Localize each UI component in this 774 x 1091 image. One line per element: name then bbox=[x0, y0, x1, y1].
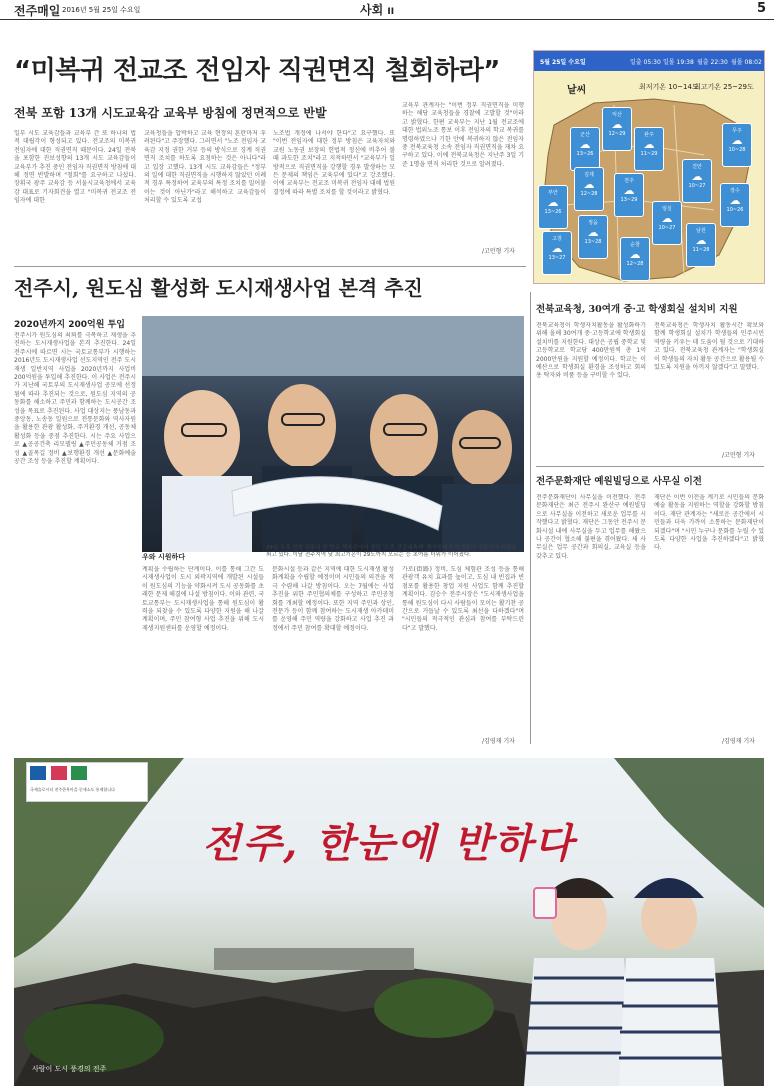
city-iksan: 익산 ☁ 12~29 bbox=[602, 107, 632, 151]
article1-headline: “미복귀 전교조 전임자 직권면직 철회하라” bbox=[14, 56, 500, 86]
ad-background bbox=[14, 758, 764, 1086]
city-buan: 부안 ☁ 13~26 bbox=[538, 185, 568, 229]
low-temp-range: 최저기온 10~14도 bbox=[639, 83, 699, 91]
article2-left-column: 전주시가 원도심의 쇠퇴를 극복하고 재생을 추진하는 도시재생사업을 본격 추진한다. 24일 전주시에 따르면 시는 국토교통부가 시행하는 2016년도 도시재생사업 선도지역인 전주 도시재생 일반지역 사업을 2020년까지 사업비 200억원을 투입해 추진한다. 이 사업은 전주시가 지난해 국토부의 도시재생사업 공모에 선정됨에 따라 추진되는 것으로, 원도심 지역의 공동화를 해소하고 주민과 함께하는 도시공간 조성을 목표로 추진된다. 사업 대상지는 풍남동과 중앙동, 노송동 일원으로 전통문화와 역사자원을 활용한 관광 활성화, 주거환경 개선, 공동체 활성화 등을 중점 추진한다. 시는 주요 사업으로 ▲공공건축 리모델링 ▲주민공동체 거점 조성 ▲골목길 정비 ▲보행환경 개선 ▲문화예술 공간 조성 등을 추진할 계획이다. bbox=[14, 332, 136, 466]
column-divider bbox=[530, 292, 531, 744]
city-imsil: 임실 ☁ 10~27 bbox=[652, 201, 682, 245]
weather-label: 날씨 bbox=[567, 85, 587, 96]
article2-column-2: 계획을 수립하는 단계이다. 이를 통해 그간 도시재생사업이 도시 외곽지역에 개발된 시설들이 원도심의 기능을 약화시켜 도시 공동화를 초래한 문제 해결에 나설 방침이다. 이와 관련, 국토교통부는 도시재생사업을 통해 원도심이 활력을 되찾을 수 있도록 다양한 지원을 해 나갈 계획이며, 주민 참여형 사업 추진을 위해 도시재생지원센터를 운영할 예정이다. bbox=[142, 566, 264, 632]
cloud-icon: ☁ bbox=[579, 138, 591, 151]
weather-header bbox=[534, 51, 764, 71]
divider bbox=[536, 466, 764, 467]
article2-subhead: 2020년까지 200억원 투입 bbox=[14, 320, 125, 330]
cloud-icon: ☁ bbox=[611, 118, 623, 131]
cloud-icon: ☁ bbox=[691, 170, 703, 183]
article1-column-3: 노조법 개정에 나서야 한다"고 요구했다. 또 "이번 전임자에 대한 정부 방침은 교육자치와 교원 노동권 보장의 헌법적 정신에 비추어 볼 때 과도한 조치"라고 지적하면서 "교육부가 일방적으로 직권면직을 강행할 경우 발생하는 모든 문제의 책임은 교육부에 있다"고 강조했다. 이에 교육부는 전교조 미복귀 전임자 대해 법원 결정에 따라 특별 조치를 할 것이라고 밝혔다. bbox=[273, 130, 395, 196]
cloud-icon: ☁ bbox=[629, 248, 641, 261]
side2-headline: 전주문화재단 예원빌딩으로 사무실 이전 bbox=[536, 476, 702, 487]
city-gochang: 고창 ☁ 13~27 bbox=[542, 231, 572, 275]
cloud-icon: ☁ bbox=[587, 226, 599, 239]
article1-subhead: 전북 포함 13개 시도교육감 교육부 방침에 정면적으로 반발 bbox=[14, 106, 327, 120]
sponsor-logos bbox=[26, 762, 148, 802]
side1-headline: 전북교육청, 30여개 중·고 학생회실 설치비 지원 bbox=[536, 304, 738, 315]
moonrise: 월출 22:30 bbox=[697, 59, 728, 66]
city-sunchang: 순창 ☁ 12~28 bbox=[620, 237, 650, 281]
photo-caption-title: 우와 시원하다 bbox=[142, 553, 186, 561]
cloud-icon: ☁ bbox=[583, 178, 595, 191]
cloud-icon: ☁ bbox=[729, 194, 741, 207]
article2-column-3: 문화시설 등과 같은 지역에 대한 도시재생 활성화계획을 수립할 예정이며 시민들의 의견을 적극 수렴해 나갈 방침이다. 오는 7월에는 사업 추진을 위한 주민협의체를 구성하고 주민공청회를 개최할 예정이다. 또한 지역 주민과 상인, 전문가 등이 함께 참여하는 도시재생 아카데미를 운영해 주민 역량을 강화하고 사업 추진 과정에서 주민 참여를 확대할 예정이다. bbox=[272, 566, 394, 632]
moonset: 월몰 08:02 bbox=[731, 59, 762, 66]
city-jeonju: 전주 ☁ 13~29 bbox=[614, 173, 644, 217]
jeonju-logo bbox=[71, 766, 87, 780]
side1-column-2: 전북교육청은 학생자치 활동시간 확보와 함께 학생회실 설치가 학생들의 민주시민 역량을 키우는 데 도움이 될 것으로 기대하고 있다. 전북교육청 관계자는 "학생회실이 학생들의 자치 활동 공간으로 활용될 수 있도록 지원을 아끼지 않겠다"고 말했다. bbox=[654, 322, 764, 372]
article1-column-1: 일부 시도 교육감들과 교육부 간 또 하나의 법적 대립각이 형성되고 있다. 전교조의 미복귀 전임자에 대한 직권면직 때문이다. 24일 전북을 포함한 진보성향의 13개 시도 교육감들이 교육부가 추진 중인 전임자 직권면직 방침에 대해 정면 반발하며 "철회"를 요구하고 나섰다. 장휘국 광주 교육감 등 서울시교육청에서 교육감 대표로 기자회견을 열고 "미복귀 전교조 전임자에 대한 bbox=[14, 130, 136, 205]
city-jangsu: 장수 ☁ 10~26 bbox=[720, 183, 750, 227]
divider bbox=[14, 266, 526, 267]
students-photo bbox=[142, 316, 524, 552]
side1-byline: /고민형 기자 bbox=[722, 452, 755, 459]
ad-slogan: 전주, 한눈에 반하다 bbox=[202, 820, 575, 867]
city-jinan: 진안 ☁ 10~27 bbox=[682, 159, 712, 203]
high-temp-range: 최고기온 25~29도 bbox=[694, 83, 754, 91]
city-jeongeup: 정읍 ☁ 13~28 bbox=[578, 215, 608, 259]
cloud-icon: ☁ bbox=[643, 138, 655, 151]
weather-date: 5월 25일 수요일 bbox=[540, 59, 586, 66]
city-muju: 무주 ☁ 10~28 bbox=[722, 123, 752, 167]
city-namwon: 남원 ☁ 11~28 bbox=[686, 223, 716, 267]
side2-column-1: 전주문화재단이 사무실을 이전했다. 전주문화재단은 최근 전주시 완산구 예원빌딩으로 사무실을 이전하고 새로운 업무를 시작했다고 밝혔다. 재단은 그동안 전주시 문화시설 내에 사무실을 두고 업무를 해왔으나 공간이 협소해 불편을 겪어왔다. 새 사무실은 업무 공간과 회의실, 교육실 등을 갖추고 있다. bbox=[536, 494, 646, 560]
jeonju-tourism-ad bbox=[14, 758, 764, 1086]
issue-date: 2016년 5월 25일 수요일 bbox=[62, 6, 141, 14]
sunset: 일몰 19:38 bbox=[663, 59, 694, 66]
side2-column-2: 재단은 이번 이전을 계기로 시민들의 문화예술 활동을 지원하는 역할을 강화할 방침이다. 재단 관계자는 "새로운 공간에서 시민들과 더욱 가까이 소통하는 문화재단이 되겠다"며 "시민 누구나 문화를 누릴 수 있도록 다양한 사업을 추진하겠다"고 밝혔다. bbox=[654, 494, 764, 552]
weather-box bbox=[533, 50, 765, 284]
students-illustration bbox=[142, 316, 524, 552]
article2-column-4: 가로(街路) 정비, 도심 체험관 조성 등을 통해 관광객 유치 효과를 높이고, 도심 내 빈집과 빈 점포를 활용한 창업 지원 사업도 함께 추진할 계획이다. 김승수 전주시장은 "도시재생사업을 통해 원도심이 다시 사람들이 모이는 활기찬 공간으로 거듭날 수 있도록 최선을 다하겠다"며 "시민들의 적극적인 관심과 참여를 부탁드린다"고 말했다. bbox=[402, 566, 524, 632]
side2-byline: /김영재 기자 bbox=[722, 738, 755, 745]
page-number: 5 bbox=[757, 1, 767, 16]
side1-column-1: 전북교육청이 학생자치활동을 활성화하기 위해 올해 30여개 중·고등학교에 학생회실 설치비를 지원한다. 대상은 공립 중학교 및 고등학교로 학교당 400만원씩 총 1억2000만원을 지원할 예정이다. 학교는 이 예산으로 학생회실 환경을 조성하고 회의용 탁자와 비품 등을 구비할 수 있다. bbox=[536, 322, 646, 380]
cloud-icon: ☁ bbox=[661, 212, 673, 225]
city-gunsan: 군산 ☁ 13~26 bbox=[570, 127, 600, 171]
article2-byline: /김영재 기자 bbox=[482, 738, 515, 745]
masthead bbox=[0, 0, 774, 20]
article2-headline: 전주시, 원도심 활성화 도시재생사업 본격 추진 bbox=[14, 276, 423, 300]
cloud-icon: ☁ bbox=[695, 234, 707, 247]
cloud-icon: ☁ bbox=[551, 242, 563, 255]
article1-column-4: 교육부 관계자는 "이번 정부 직권면직을 미행하는 해당 교육청들을 경찰에 고발할 것"이라고 밝혔다. 한편 교육부는 지난 1월 전교조에 대한 법외노조 통보 이후 전임자의 학교 복귀를 명령하였으나 기한 안에 복귀하지 않은 전임자 중 전북교육청 소속 전임자 직권면직을 재차 요구하고 있다. 이에 전북교육청은 지난주 3일 기준 1명을 면직 처리한 것으로 알려졌다. bbox=[402, 102, 524, 168]
slowcity-logo bbox=[51, 766, 67, 780]
city-gimje: 김제 ☁ 12~28 bbox=[574, 167, 604, 211]
article1-byline: /고민형 기자 bbox=[482, 248, 515, 255]
cloud-icon: ☁ bbox=[623, 184, 635, 197]
sponsor-text: 국제슬로시티 전주한옥마을 중세소도 통제합니다 bbox=[30, 787, 115, 792]
section-title: 사회 II bbox=[360, 3, 395, 17]
cloud-icon: ☁ bbox=[731, 134, 743, 147]
unesco-logo bbox=[30, 766, 46, 780]
sunrise: 일출 05:30 bbox=[630, 59, 661, 66]
city-wanju: 완주 ☁ 11~29 bbox=[634, 127, 664, 171]
photo-caption: 24일 오후 전북 전주의 한 학교 체육관에서 열린 '도민 건강대축제' 행사장에서 학생들이 냉풍기에 바람을 쐬고 있다. 이날 전주지역 낮 최고기온이 29도까지 오르는 등 초여름 더위가 이어졌다. bbox=[266, 545, 517, 558]
newspaper-name: 전주매일 bbox=[14, 4, 61, 18]
ad-caption: 사람이 도시 풍경의 전주 bbox=[32, 1065, 107, 1073]
cloud-icon: ☁ bbox=[547, 196, 559, 209]
article1-column-2: 교육청들을 압박하고 교육 현장의 혼란마저 우려된다"고 주장했다. 그러면서 "노조 전임자 교육감 지정 권한 거부 등의 방식으로 징계 직권면직 조치를 하도록 요청하는 것은 아니다"라고 입장 고했다. 13개 시도 교육감들은 "정부의 일에 대한 직권면직을 시행하지 않았던 이례적 경우 특정하여 교육부의 특정 조치를 밀어붙이는 것이 아닌가"라고 해석하고 교육감들이 처리할 수 있도록 교섭 bbox=[144, 130, 266, 205]
